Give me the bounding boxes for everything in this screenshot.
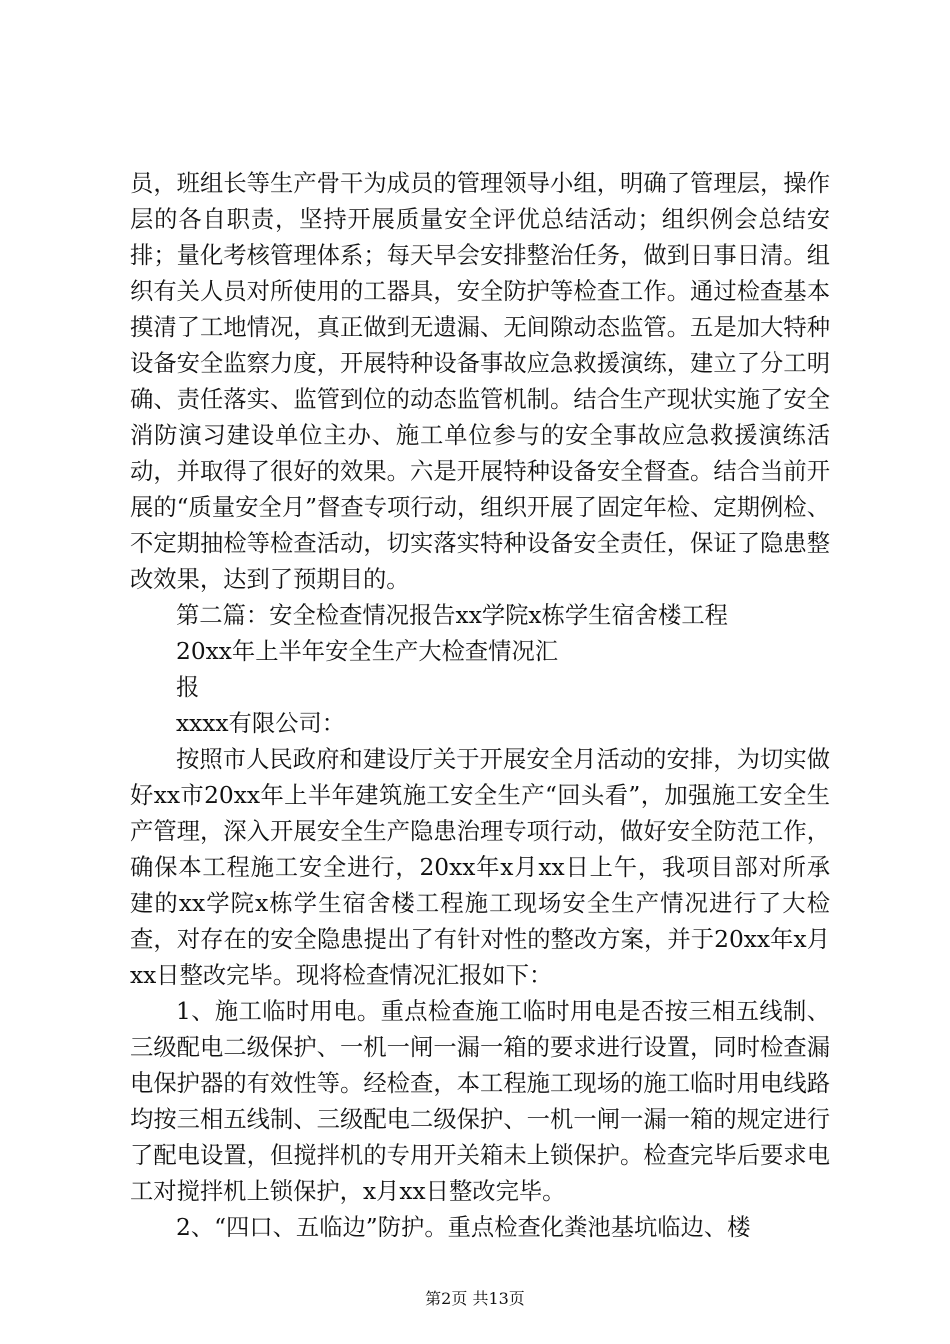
section-heading-line-1: 第二篇：安全检查情况报告xx学院x栋学生宿舍楼工程: [176, 602, 728, 629]
paragraph-item-1: 1、施工临时用电。重点检查施工临时用电是否按三相五线制、三级配电二级保护、一机一闸一漏一箱的要求进行设置，同时检查漏电保护器的有效性等。经检查，本工程施工现场的施工临时用电线路均按三相五线制、三级配电二级保护、一机一闸一漏一箱的规定进行了配电设置，但搅拌机的专用开关箱未上锁保护。检查完毕后要求电工对搅拌机上锁保护，x月xx日整改完毕。: [130, 998, 830, 1205]
section-heading-line-2: 20xx年上半年安全生产大检查情况汇: [176, 638, 559, 665]
section-heading-line-3: 报: [176, 674, 200, 701]
paragraph-item-2: 2、“四口、五临边”防护。重点检查化粪池基坑临边、楼: [176, 1214, 751, 1241]
page-number-footer: 第2页 共13页: [425, 1289, 525, 1308]
paragraph-continuation: 员，班组长等生产骨干为成员的管理领导小组，明确了管理层，操作层的各自职责，坚持开展质量安全评优总结活动；组织例会总结安排；量化考核管理体系；每天早会安排整治任务，做到日事日清。组织有关人员对所使用的工器具，安全防护等检查工作。通过检查基本摸清了工地情况，真正做到无遗漏、无间隙动态监管。五是加大特种设备安全监察力度，开展特种设备事故应急救援演练，建立了分工明确、责任落实、监管到位的动态监管机制。结合生产现状实施了安全消防演习建设单位主办、施工单位参与的安全事故应急救援演练活动，并取得了很好的效果。六是开展特种设备安全督查。结合当前开展的“质量安全月”督查专项行动，组织开展了固定年检、定期例检、不定期抽检等检查活动，切实落实特种设备安全责任，保证了隐患整改效果，达到了预期目的。: [130, 170, 830, 593]
salutation: xxxx有限公司：: [176, 710, 346, 737]
paragraph-intro: 按照市人民政府和建设厅关于开展安全月活动的安排，为切实做好xx市20xx年上半年建筑施工安全生产“回头看”，加强施工安全生产管理，深入开展安全生产隐患治理专项行动，做好安全防范工作，确保本工程施工安全进行，20xx年x月xx日上午，我项目部对所承建的xx学院x栋学生宿舍楼工程施工现场安全生产情况进行了大检查，对存在的安全隐患提出了有针对性的整改方案，并于20xx年x月xx日整改完毕。现将检查情况汇报如下：: [130, 746, 830, 989]
document-body: [130, 166, 830, 1246]
